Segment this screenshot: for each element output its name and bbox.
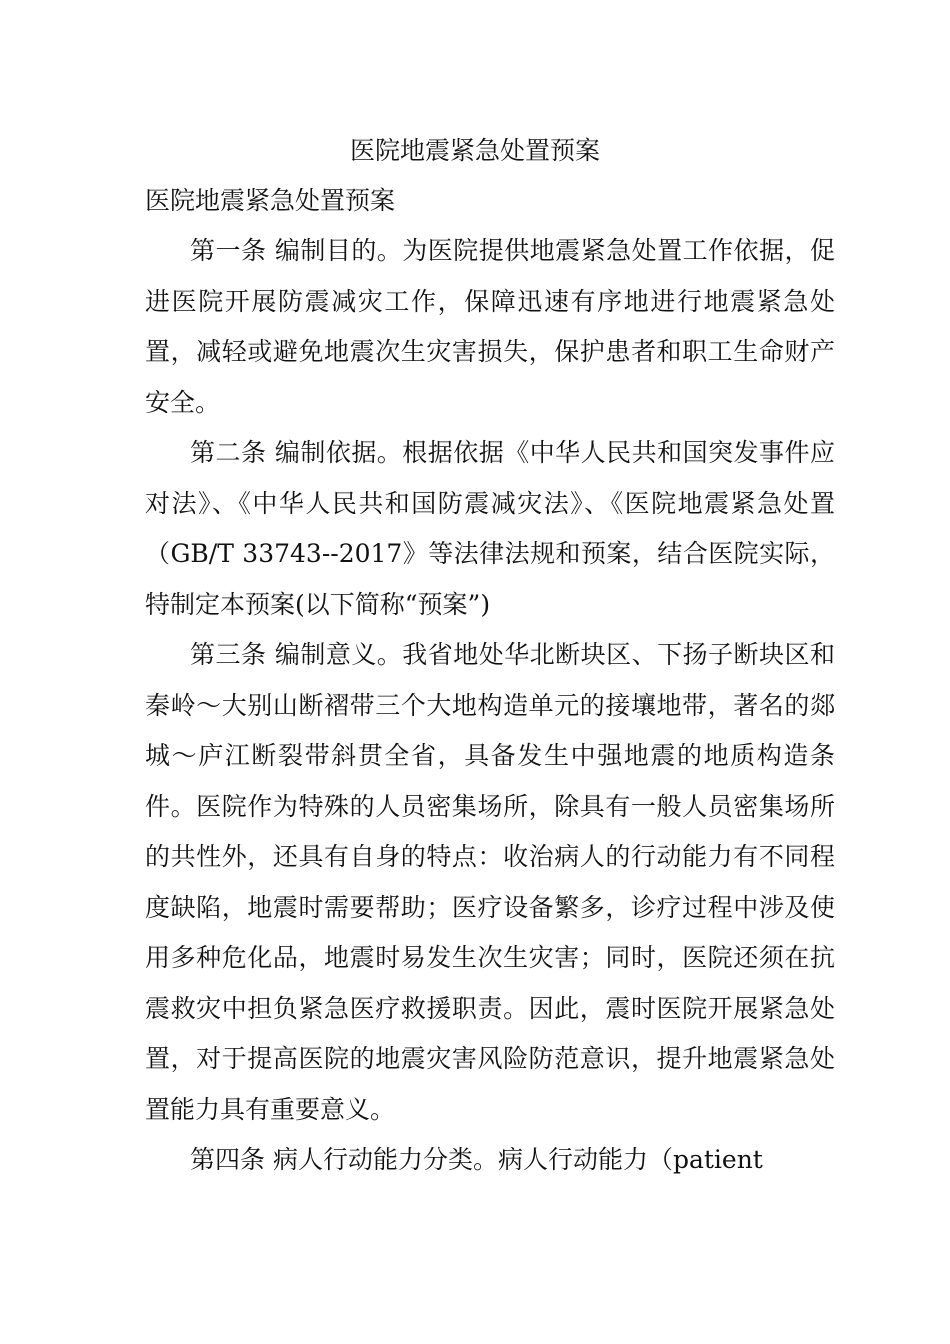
- paragraph-clause-3: [145, 630, 835, 1135]
- paragraph-clause-2: [145, 428, 835, 630]
- paragraph-clause-4: [145, 1135, 835, 1186]
- paragraph-clause-1: [145, 226, 835, 428]
- clause-text: 根据依据《中华人民共和国突发事件应对法》、《中华人民共和国防震减灾法》、《医院地震紧急处置（GB/T 33743--2017》等法律法规和预案，结合医院实际，特制定本预案(以下简称“预案”): [145, 438, 835, 619]
- document-body: [145, 226, 835, 1186]
- clause-text: 病人行动能力（patient: [497, 1145, 763, 1174]
- clause-heading: 第四条 病人行动能力分类。: [190, 1145, 498, 1174]
- clause-heading: 第三条 编制意义。: [190, 640, 403, 669]
- document-title: 医院地震紧急处置预案: [349, 136, 600, 165]
- clause-text: 我省地处华北断块区、下扬子断块区和秦岭～大别山断褶带三个大地构造单元的接壤地带，著名的郯城～庐江断裂带斜贯全省，具备发生中强地震的地质构造条件。医院作为特殊的人员密集场所，除具有一般人员密集场所的共性外，还具有自身的特点：收治病人的行动能力有不同程度缺陷，地震时需要帮助；医疗设备繁多，诊疗过程中涉及使用多种危化品，地震时易发生次生灾害；同时，医院还须在抗震救灾中担负紧急医疗救援职责。因此，震时医院开展紧急处置，对于提高医院的地震灾害风险防范意识，提升地震紧急处置能力具有重要意义。: [145, 640, 835, 1124]
- clause-text: 为医院提供地震紧急处置工作依据，促进医院开展防震减灾工作，保障迅速有序地进行地震紧急处置，减轻或避免地震次生灾害损失，保护患者和职工生命财产安全。: [145, 236, 835, 417]
- clause-heading: 第二条 编制依据。: [190, 438, 403, 467]
- document-subtitle: 医院地震紧急处置预案: [145, 186, 396, 215]
- clause-heading: 第一条 编制目的。: [190, 236, 403, 265]
